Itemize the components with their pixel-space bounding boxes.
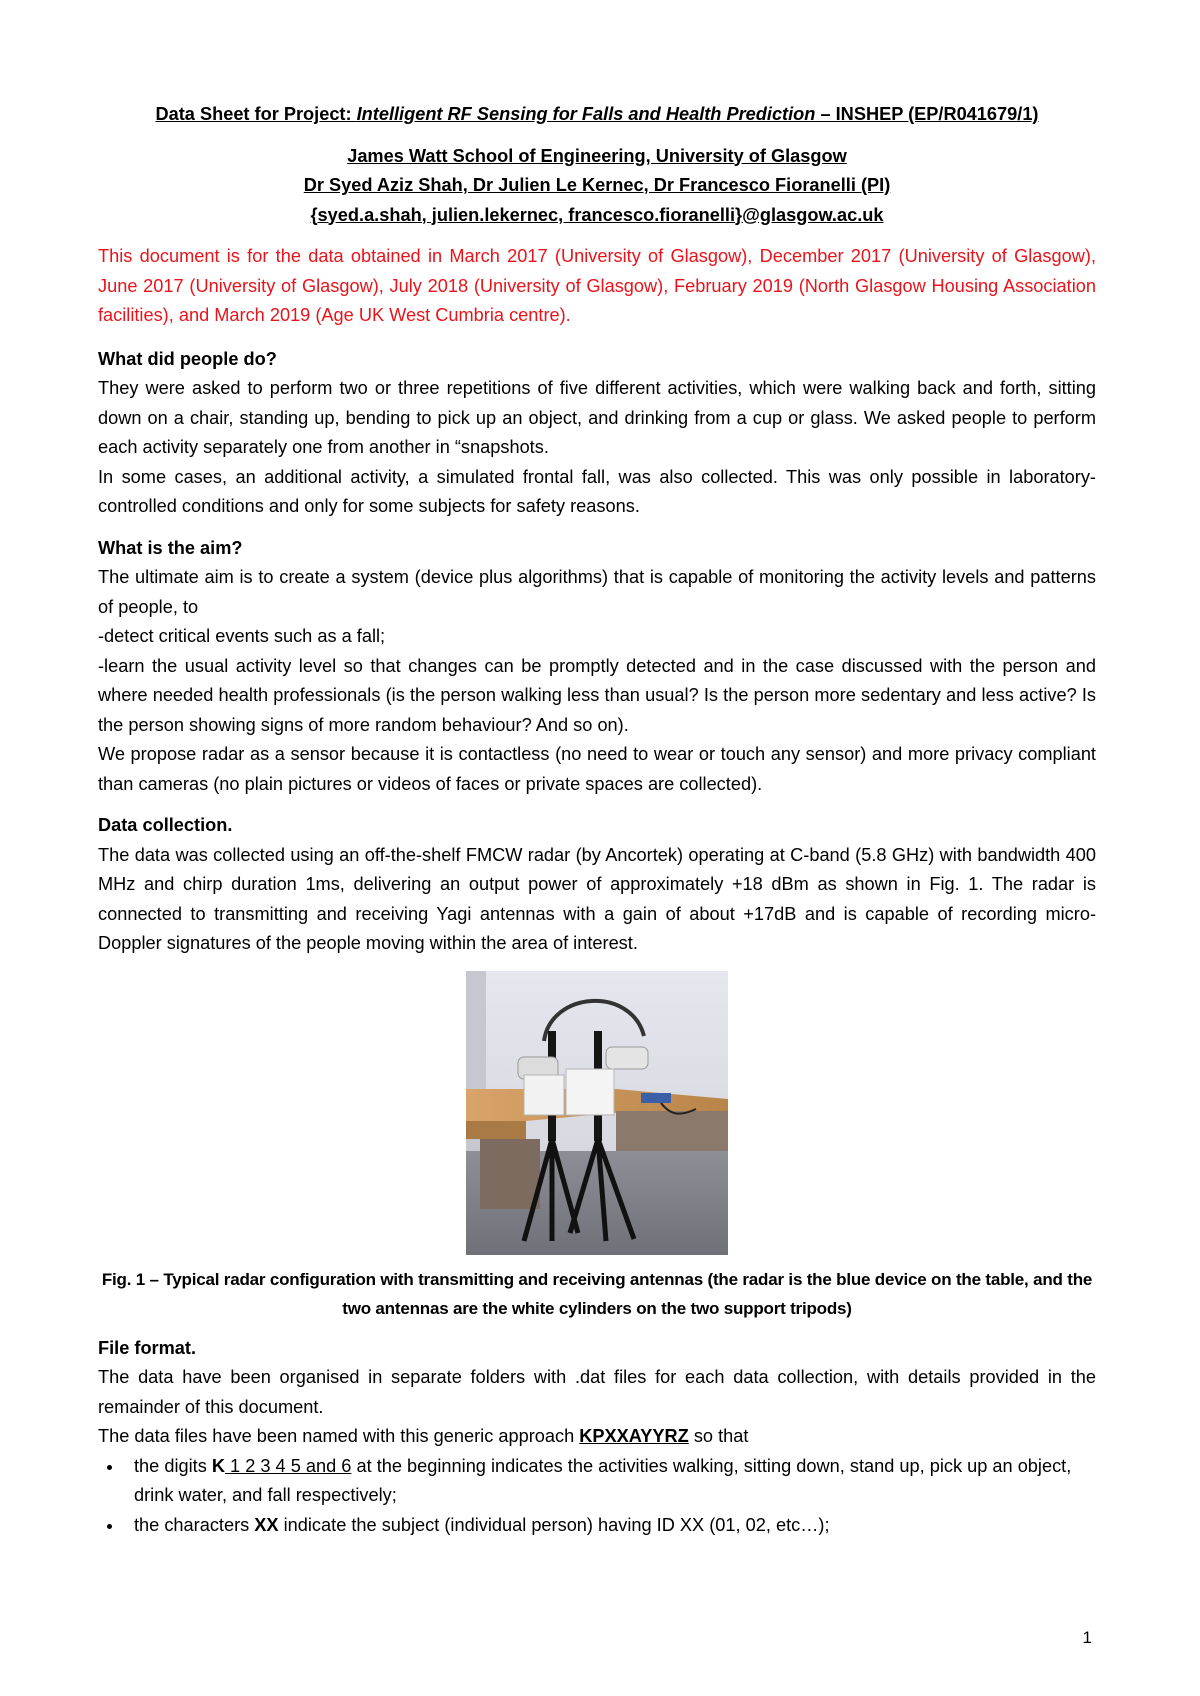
naming-paragraph [98,1422,1096,1452]
code-k: K [211,1455,225,1476]
paragraph: -detect critical events such as a fall; [98,626,386,646]
text: at the beginning indicates the activities walking, sitting down, stand up, pick up an object, drink water, and fall respectively; [134,1455,1072,1505]
section-file-format [98,1334,1096,1541]
paragraph: We propose radar as a sensor because it is contactless (no need to wear or touch any sensor) and more privacy compliant than cameras (no plain pictures or videos of faces or private spaces are collected). [98,744,1096,794]
data-dates-notice: This document is for the data obtained in March 2017 (University of Glasgow), December 2017 (University of Glasgow), June 2017 (University of Glasgow), July 2018 (University of Glasgow), February 2019 (North Glasgow Housing Association facilities), and March 2019 (Age UK West Cumbria centre). [98,246,1096,325]
section-heading: File format. [98,1337,197,1358]
filename-pattern: KPXXAYYRZ [579,1426,689,1446]
section-data-collection [98,811,1096,959]
figure-1 [98,971,1096,1255]
naming-list [98,1452,1096,1541]
text: The data files have been named with this generic approach [98,1426,580,1446]
text: indicate the subject (individual person) having ID XX (01, 02, etc…); [278,1514,830,1535]
section-aim [98,534,1096,800]
radar-setup-photo [466,971,728,1255]
authors: Dr Syed Aziz Shah, Dr Julien Le Kernec, Dr Francesco Fioranelli (PI) [303,175,891,195]
text: so that [688,1426,749,1446]
paragraph: The data was collected using an off-the-shelf FMCW radar (by Ancortek) operating at C-band (5.8 GHz) with bandwidth 400 MHz and chirp duration 1ms, delivering an output power of approximately +18 dBm as shown in Fig. 1. The radar is connected to transmitting and receiving Yagi antennas with a gain of about +17dB and is capable of recording micro-Doppler signatures of the people moving within the area of interest. [98,844,1096,953]
text: the digits [134,1455,212,1476]
code-xx: XX [254,1514,279,1535]
section-people [98,345,1096,522]
activity-digits: 1 2 3 4 5 and 6 [225,1455,352,1476]
section-heading: Data collection. [98,815,233,835]
list-item [124,1511,1096,1541]
paragraph: They were asked to perform two or three repetitions of five different activities, which were walking back and forth, sitting down on a chair, standing up, bending to pick up an object, and drinking from a cup or glass. We asked people to perform each activity separately one from another in “snapshots. [98,378,1096,457]
document-title [98,100,1096,130]
figure-caption: Fig. 1 – Typical radar configuration with transmitting and receiving antennas (the radar is the blue device on the table, and the two antennas are the white cylinders on the two support tripods) [101,1269,1093,1318]
affiliation: James Watt School of Engineering, University of Glasgow [347,145,847,166]
section-heading: What did people do? [98,348,277,369]
paragraph: The ultimate aim is to create a system (device plus algorithms) that is capable of monitoring the activity levels and patterns of people, to [98,567,1096,617]
paragraph: The data have been organised in separate folders with .dat files for each data collection, with details provided in the remainder of this document. [98,1367,1096,1417]
grant-id: – INSHEP (EP/R041679/1) [815,104,1039,124]
project-name: Intelligent RF Sensing for Falls and Health Prediction [356,104,816,124]
page-number: 1 [1082,1628,1092,1647]
contact-emails[interactable]: {syed.a.shah, julien.lekernec, francesco.fioranelli}@glasgow.ac.uk [310,204,884,225]
title-prefix: Data Sheet for Project: [155,104,357,124]
paragraph: -learn the usual activity level so that changes can be promptly detected and in the case discussed with the person and where needed health professionals (is the person walking less than usual? Is the person more sedentary and less active? Is the person showing signs of more random behaviour? And so on). [98,655,1096,735]
section-heading: What is the aim? [98,537,243,558]
paragraph: In some cases, an additional activity, a simulated frontal fall, was also collected. This was only possible in laboratory-controlled conditions and only for some subjects for safety reasons. [98,466,1096,516]
text: the characters [134,1514,255,1535]
page-content [98,100,1096,1540]
list-item [124,1452,1096,1511]
